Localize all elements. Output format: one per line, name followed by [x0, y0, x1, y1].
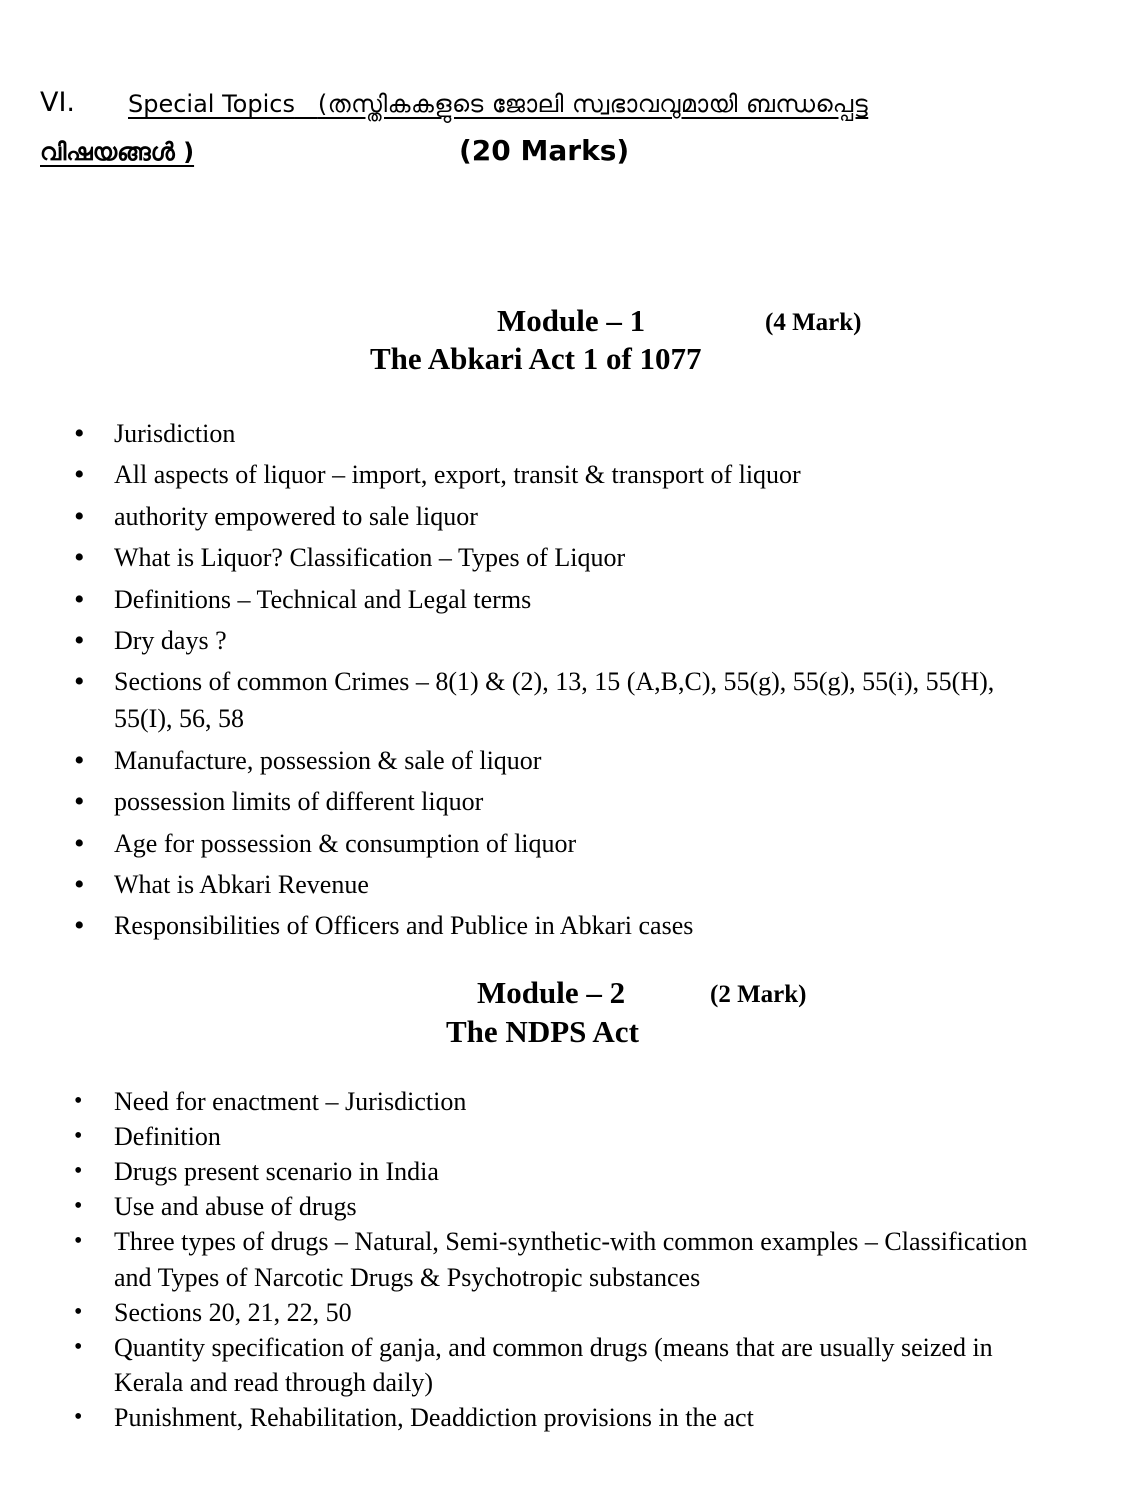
bullet-icon: • — [74, 1298, 83, 1325]
section-title-malayalam: (തസ്തികകളുടെ ജോലി സ്വഭാവവുമായി ബന്ധപ്പെട്ട — [317, 90, 869, 118]
list-item — [0, 498, 1050, 535]
list-item — [0, 907, 1050, 944]
bullet-icon: • — [74, 743, 85, 777]
list-item-text: Sections 20, 21, 22, 50 — [114, 1297, 352, 1327]
bullet-icon: • — [74, 582, 85, 616]
module1-mark: (4 Mark) — [765, 309, 862, 336]
list-item — [0, 539, 1050, 576]
list-item-text: Definitions – Technical and Legal terms — [114, 584, 532, 614]
list-item — [0, 415, 1050, 452]
bullet-icon: • — [74, 1123, 83, 1149]
bullet-icon: • — [74, 665, 85, 699]
bullet-icon: • — [74, 1404, 83, 1430]
list-item — [0, 1400, 1050, 1436]
bullet-icon: • — [74, 417, 85, 450]
list-item-text: Sections of common Crimes – 8(1) & (2), 13, 15 (A,B,C), 55(g), 55(g), 55(i), 55(H), 55(I), 56, 58 — [114, 667, 995, 734]
bullet-icon: • — [74, 1228, 83, 1254]
list-item-text: All aspects of liquor – import, export, transit & transport of liquor — [114, 460, 801, 490]
bullet-icon: • — [74, 867, 85, 901]
list-item-text: Quantity specification of ganja, and common drugs (means that are usually seized in Kerala and read through daily) — [114, 1332, 993, 1397]
list-item — [0, 581, 1050, 618]
module2-mark: (2 Mark) — [710, 981, 807, 1008]
bullet-icon: • — [74, 458, 85, 492]
section-marks: (20 Marks) — [459, 134, 630, 167]
list-item-text: What is Liquor? Classification – Types of Liquor — [114, 543, 626, 573]
list-item — [0, 866, 1050, 903]
bullet-icon: • — [74, 909, 85, 943]
list-item — [0, 783, 1050, 820]
list-item — [0, 622, 1050, 659]
list-item-text: Use and abuse of drugs — [114, 1192, 357, 1221]
module1-topic-list — [0, 415, 1050, 949]
bullet-icon: • — [74, 785, 85, 819]
list-item-text: Dry days ? — [114, 625, 227, 655]
bullet-icon: • — [74, 499, 85, 533]
module1-title: Module – 1 — [497, 303, 646, 338]
list-item — [0, 1330, 1050, 1401]
list-item — [0, 1084, 1050, 1120]
list-item-text: Need for enactment – Jurisdiction — [114, 1087, 467, 1116]
list-item-text: Manufacture, possession & sale of liquor — [114, 745, 542, 775]
list-item-text: Punishment, Rehabilitation, Deaddiction provisions in the act — [114, 1403, 754, 1432]
module2-title: Module – 2 — [477, 975, 626, 1010]
list-item-text: authority empowered to sale liquor — [114, 501, 478, 531]
list-item — [0, 1189, 1050, 1225]
bullet-icon: • — [74, 1158, 83, 1184]
list-item-text: Jurisdiction — [114, 419, 236, 448]
list-item — [0, 1154, 1050, 1190]
bullet-icon: • — [74, 1193, 83, 1219]
list-item — [0, 825, 1050, 862]
bullet-icon: • — [74, 1088, 83, 1114]
module1-act-title: The Abkari Act 1 of 1077 — [370, 341, 702, 376]
section-title-malayalam-line2: വിഷയങ്ങൾ ) — [40, 138, 195, 166]
section-number: VI. — [40, 87, 76, 118]
list-item — [0, 456, 1050, 493]
list-item-text: Three types of drugs – Natural, Semi-synthetic-with common examples – Classification and Types of Narcotic Drugs & Psychotropic substances — [114, 1227, 1028, 1292]
module2-act-title: The NDPS Act — [446, 1014, 639, 1049]
list-item-text: Definition — [114, 1122, 221, 1151]
list-item-text: Age for possession & consumption of liquor — [114, 828, 577, 858]
bullet-icon: • — [74, 623, 85, 657]
bullet-icon: • — [74, 826, 85, 860]
bullet-icon: • — [74, 1333, 83, 1360]
section-title — [128, 90, 868, 118]
list-item — [0, 1224, 1050, 1295]
list-item — [0, 1119, 1050, 1155]
list-item — [0, 1295, 1050, 1331]
list-item-text: possession limits of different liquor — [114, 787, 484, 817]
list-item-text: What is Abkari Revenue — [114, 869, 369, 899]
list-item-text: Drugs present scenario in India — [114, 1157, 439, 1186]
section-title-english: Special Topics — [128, 90, 295, 118]
bullet-icon: • — [74, 541, 85, 575]
module2-topic-list — [0, 1084, 1050, 1435]
list-item — [0, 742, 1050, 779]
list-item-text: Responsibilities of Officers and Publice in Abkari cases — [114, 911, 694, 941]
list-item — [0, 663, 1050, 737]
